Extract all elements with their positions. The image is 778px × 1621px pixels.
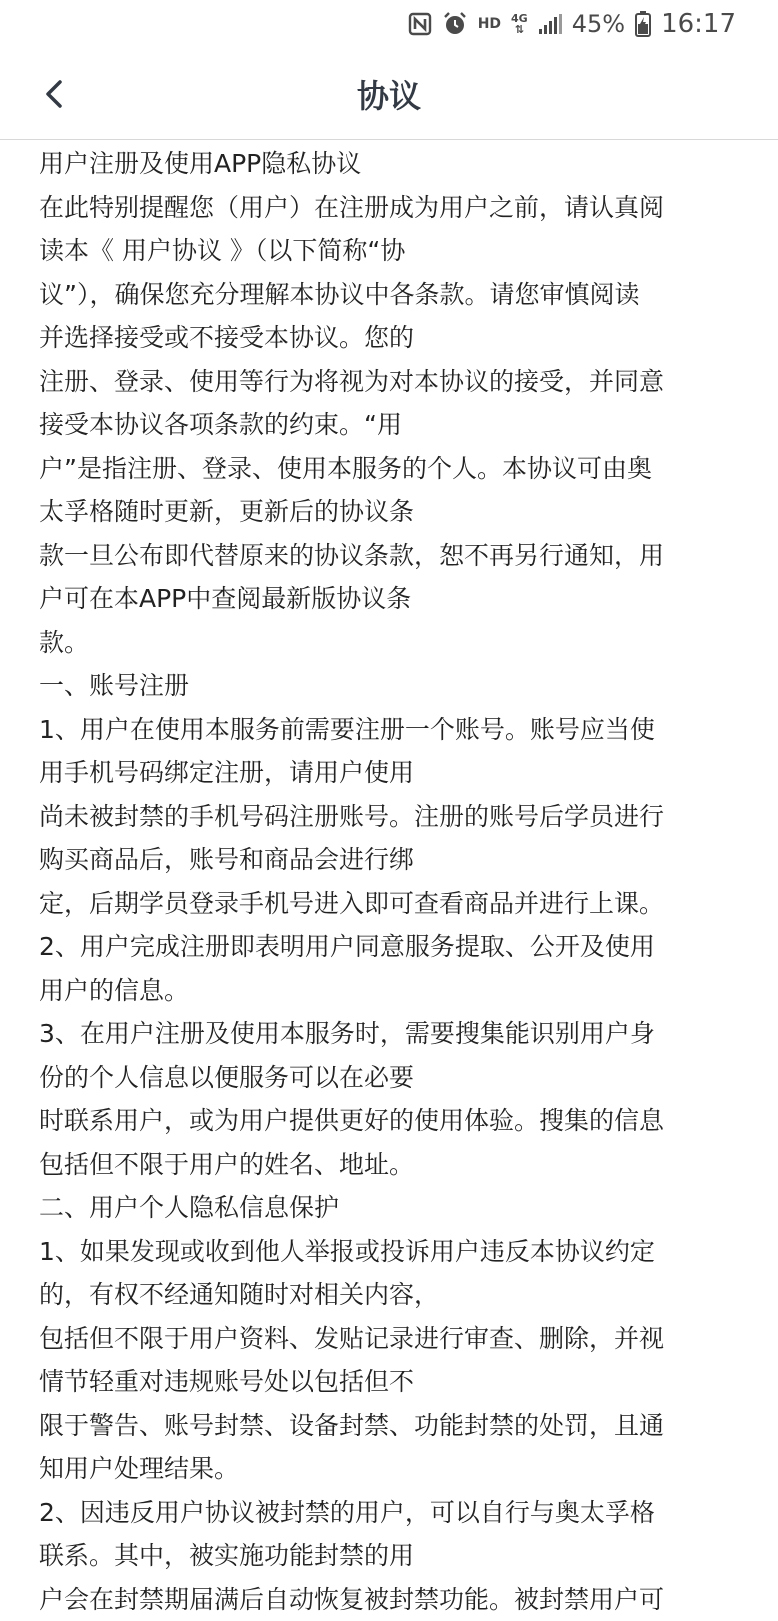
agreement-line: 1、用户在使用本服务前需要注册一个账号。账号应当使 [39,708,739,752]
hd-label: HD [478,16,501,32]
agreement-text [39,142,739,1621]
agreement-line: 二、用户个人隐私信息保护 [39,1186,739,1230]
agreement-line: 议”），确保您充分理解本协议中各条款。请您审慎阅读 [39,273,739,317]
back-button[interactable] [30,70,78,118]
agreement-line: 2、因违反用户协议被封禁的用户，可以自行与奥太孚格 [39,1491,739,1535]
chevron-left-icon [43,79,65,109]
agreement-line: 接受本协议各项条款的约束。“用 [39,403,739,447]
agreement-line: 包括但不限于用户资料、发贴记录进行审查、删除，并视 [39,1317,739,1361]
signal-icon [538,13,562,35]
agreement-line: 时联系用户，或为用户提供更好的使用体验。搜集的信息 [39,1099,739,1143]
agreement-line: 款。 [39,621,739,665]
agreement-line: 限于警告、账号封禁、设备封禁、功能封禁的处罚，且通 [39,1404,739,1448]
agreement-line: 包括但不限于用户的姓名、地址。 [39,1143,739,1187]
data-arrows-icon: ⇅ [515,24,524,35]
battery-percent: 45% [572,10,625,38]
agreement-line: 注册、登录、使用等行为将视为对本协议的接受，并同意 [39,360,739,404]
agreement-line: 用户注册及使用APP隐私协议 [39,142,739,186]
agreement-line: 太孚格随时更新，更新后的协议条 [39,490,739,534]
agreement-line: 情节轻重对违规账号处以包括但不 [39,1360,739,1404]
agreement-line: 用手机号码绑定注册，请用户使用 [39,751,739,795]
status-bar [0,0,778,48]
agreement-line: 尚未被封禁的手机号码注册账号。注册的账号后学员进行 [39,795,739,839]
network-label: 4G [511,13,528,24]
title-bar [0,48,778,140]
agreement-line: 户”是指注册、登录、使用本服务的个人。本协议可由奥 [39,447,739,491]
agreement-line: 3、在用户注册及使用本服务时，需要搜集能识别用户身 [39,1012,739,1056]
agreement-line: 款一旦公布即代替原来的协议条款，恕不再另行通知，用 [39,534,739,578]
agreement-line: 购买商品后，账号和商品会进行绑 [39,838,739,882]
agreement-line: 定，后期学员登录手机号进入即可查看商品并进行上课。 [39,882,739,926]
network-type [511,13,528,35]
agreement-line: 份的个人信息以便服务可以在必要 [39,1056,739,1100]
agreement-line: 读本《 用户协议 》（以下简称“协 [39,229,739,273]
agreement-line: 户可在本APP中查阅最新版协议条 [39,577,739,621]
agreement-line: 户会在封禁期届满后自动恢复被封禁功能。被封禁用户可 [39,1578,739,1621]
agreement-line: 并选择接受或不接受本协议。您的 [39,316,739,360]
page-title: 协议 [0,48,778,140]
alarm-icon [442,11,468,37]
clock: 16:17 [661,9,736,39]
agreement-line: 在此特别提醒您（用户）在注册成为用户之前，请认真阅 [39,186,739,230]
agreement-line: 的，有权不经通知随时对相关内容， [39,1273,739,1317]
agreement-line: 一、账号注册 [39,664,739,708]
nfc-icon [408,12,432,36]
agreement-line: 用户的信息。 [39,969,739,1013]
agreement-line: 1、如果发现或收到他人举报或投诉用户违反本协议约定 [39,1230,739,1274]
agreement-line: 联系。其中，被实施功能封禁的用 [39,1534,739,1578]
battery-icon [635,11,651,37]
agreement-line: 知用户处理结果。 [39,1447,739,1491]
agreement-line: 2、用户完成注册即表明用户同意服务提取、公开及使用 [39,925,739,969]
